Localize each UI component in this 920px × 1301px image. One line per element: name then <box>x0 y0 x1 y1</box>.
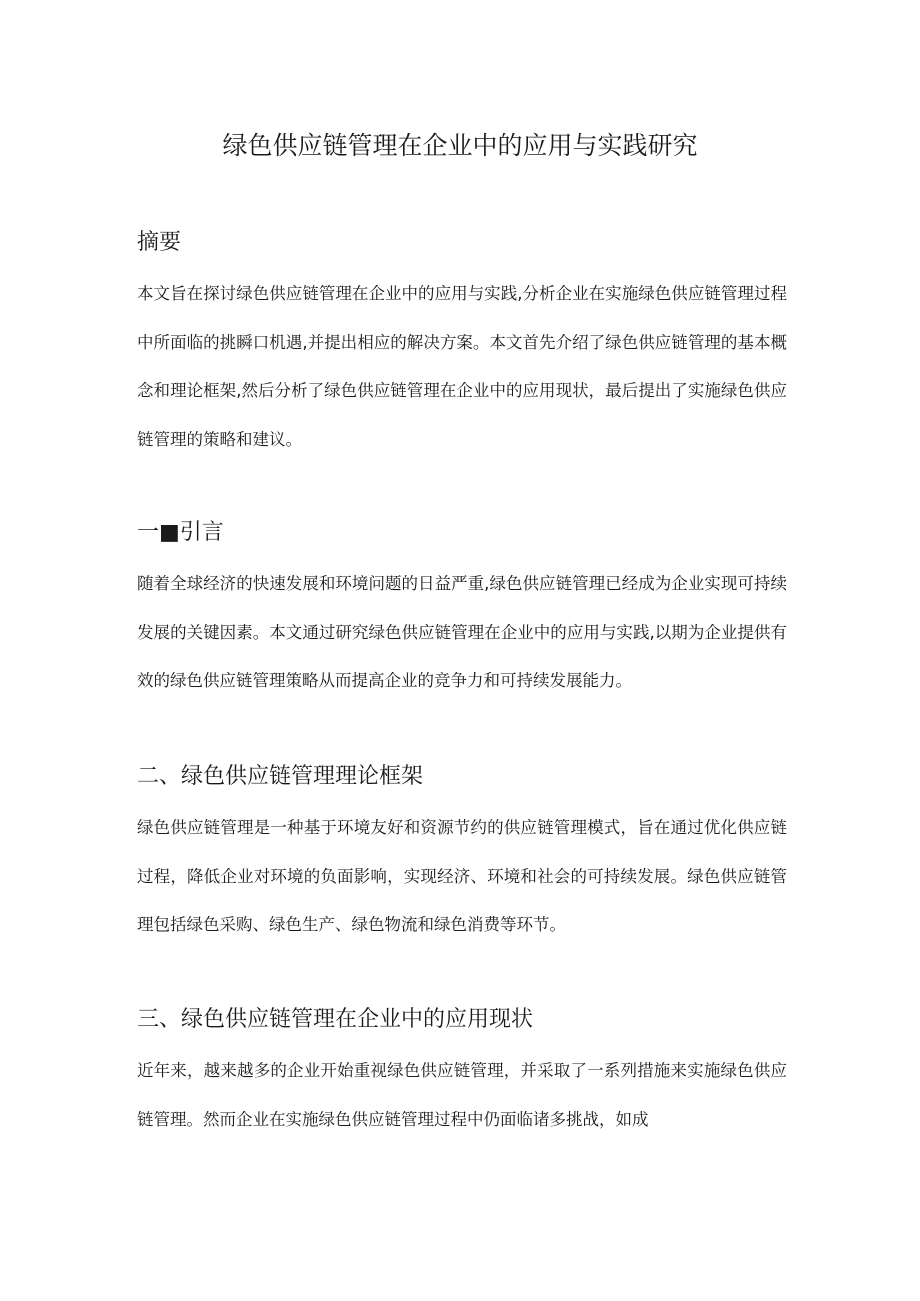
status-section <box>137 1005 787 1144</box>
status-paragraph: 近年来，越来越多的企业开始重视绿色供应链管理，并采取了一系列措施来实施绿色供应链管理。然而企业在实施绿色供应链管理过程中仍面临诸多挑战，如成 <box>137 1061 787 1129</box>
framework-heading: 二、绿色供应链管理理论框架 <box>137 764 424 789</box>
abstract-section <box>137 228 787 464</box>
framework-section <box>137 762 787 950</box>
intro-section <box>137 518 787 706</box>
document-title: 绿色供应链管理在企业中的应用与实践研究 <box>222 131 698 160</box>
status-heading: 三、绿色供应链管理在企业中的应用现状 <box>137 1007 534 1032</box>
abstract-heading: 摘要 <box>137 230 182 255</box>
intro-heading: 一■引言 <box>137 520 224 545</box>
framework-paragraph: 绿色供应链管理是一种基于环境友好和资源节约的供应链管理模式，旨在通过优化供应链过程，降低企业对环境的负面影响，实现经济、环境和社会的可持续发展。绿色供应链管理包括绿色采购、绿色生产、绿色物流和绿色消费等环节。 <box>137 818 787 934</box>
abstract-paragraph: 本文旨在探讨绿色供应链管理在企业中的应用与实践,分析企业在实施绿色供应链管理过程中所面临的挑瞬口机遇,并提出相应的解决方案。本文首先介绍了绿色供应链管理的基本概念和理论框架,然后分析了绿色供应链管理在企业中的应用现状，最后提出了实施绿色供应链管理的策略和建议。 <box>137 284 787 449</box>
intro-paragraph: 随着全球经济的快速发展和环境问题的日益严重,绿色供应链管理已经成为企业实现可持续发展的关键因素。本文通过研究绿色供应链管理在企业中的应用与实践,以期为企业提供有效的绿色供应链管理策略从而提高企业的竞争力和可持续发展能力。 <box>137 574 787 690</box>
